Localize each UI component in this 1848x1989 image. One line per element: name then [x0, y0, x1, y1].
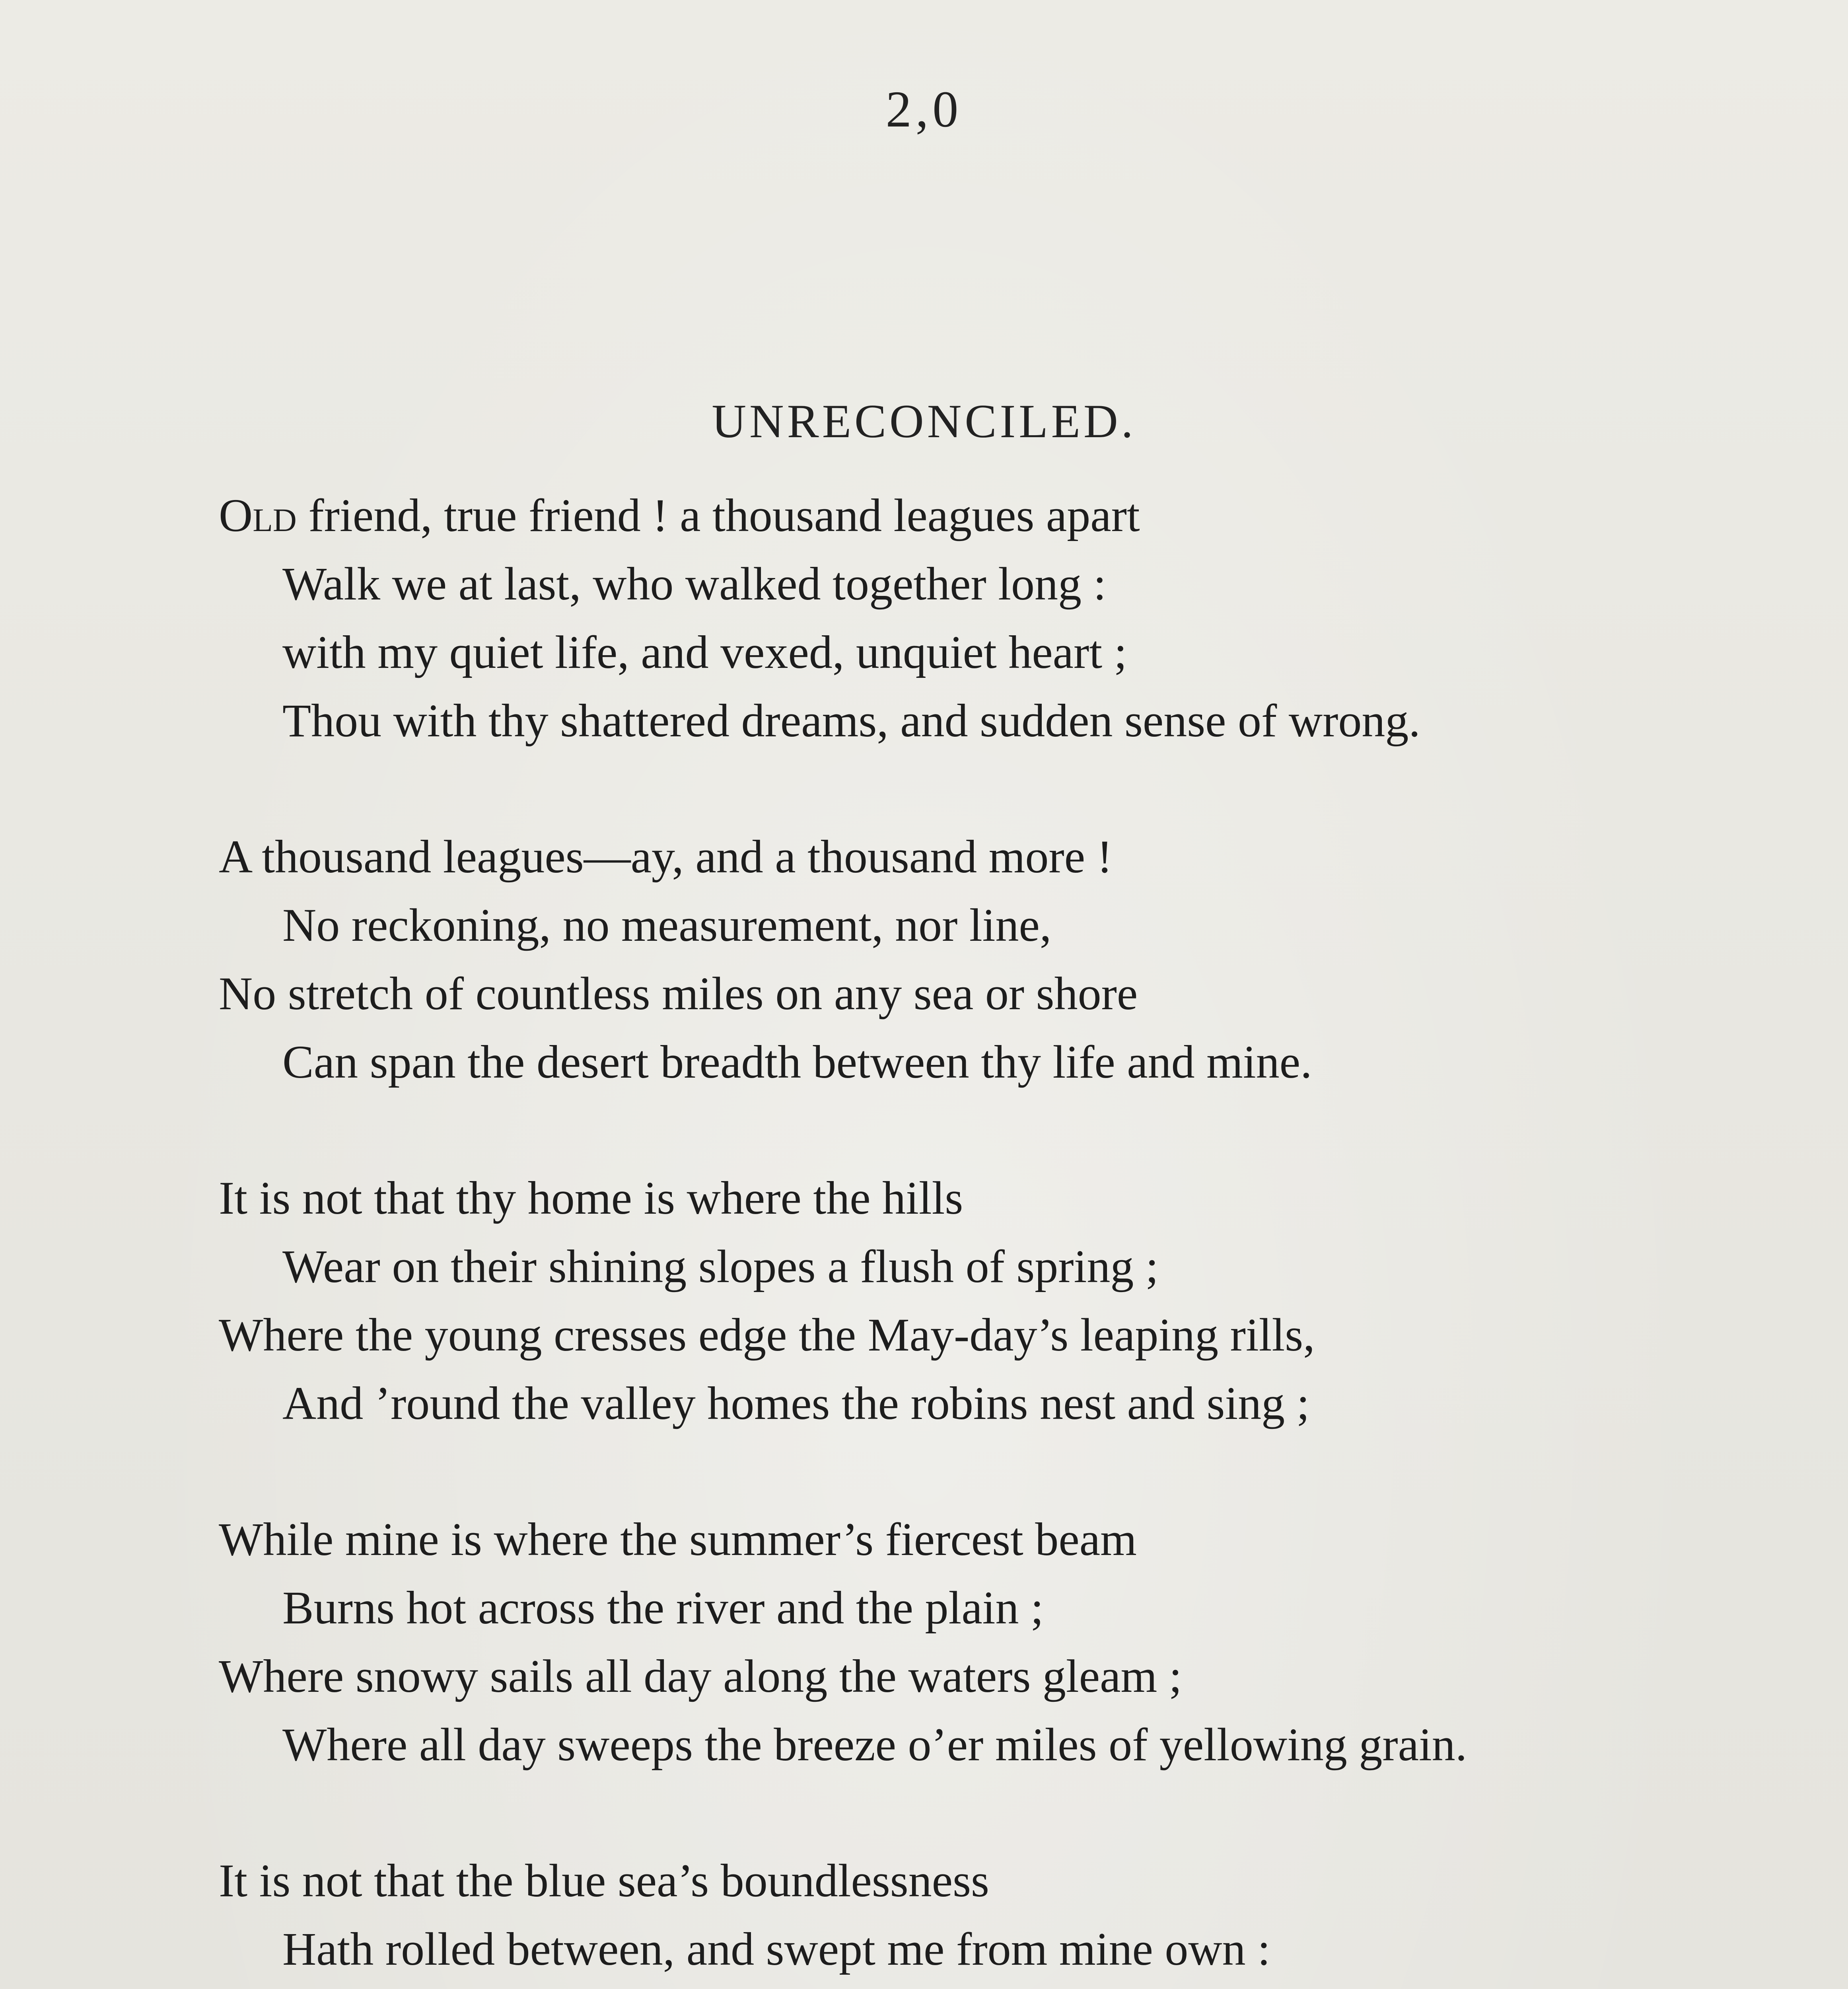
poem-line [0, 481, 1848, 550]
poem-line: Thou with thy shattered dreams, and sudden sense of wrong. [282, 695, 1420, 747]
poem-line: Where snowy sails all day along the waters gleam ; [219, 1650, 1182, 1702]
page-number: 2,0 [885, 81, 963, 138]
poem-line: It is not that the blue sea’s boundlessness [219, 1855, 989, 1907]
initial-word: Old [219, 489, 297, 541]
poem-line: Hath rolled between, and swept me from mine own : [282, 1923, 1270, 1975]
poem-line [0, 1983, 1848, 1989]
poem-line: Wear on their shining slopes a flush of spring ; [282, 1240, 1159, 1292]
stanza-4 [0, 1505, 1848, 1779]
poem-body [0, 481, 1848, 1989]
poem-line: And ’round the valley homes the robins nest and sing ; [282, 1377, 1310, 1429]
poem-line: Can span the desert breadth between thy life and mine. [282, 1036, 1312, 1088]
poem-line: with my quiet life, and vexed, unquiet heart ; [282, 626, 1127, 678]
poem-line: Where all day sweeps the breeze o’er miles of yellowing grain. [282, 1718, 1467, 1771]
stanza-5 [0, 1847, 1848, 1989]
stanza-2 [0, 823, 1848, 1096]
poem-line: No reckoning, no measurement, nor line, [282, 899, 1052, 951]
poem-line: Where the young cresses edge the May-day’s leaping rills, [219, 1309, 1315, 1361]
poem-title: UNRECONCILED. [712, 395, 1136, 448]
poem-line: Walk we at last, who walked together long : [282, 558, 1107, 610]
poem-line: Burns hot across the river and the plain ; [282, 1582, 1044, 1634]
poem-line: No stretch of countless miles on any sea or shore [219, 967, 1138, 1020]
stanza-1 [0, 481, 1848, 755]
poem-line: While mine is where the summer’s fiercest beam [219, 1513, 1137, 1565]
poem-line: It is not that thy home is where the hills [219, 1172, 963, 1224]
line-text: friend, true friend ! a thousand leagues apart [296, 489, 1140, 541]
stanza-3 [0, 1164, 1848, 1438]
poem-line: A thousand leagues—ay, and a thousand more ! [219, 831, 1113, 883]
